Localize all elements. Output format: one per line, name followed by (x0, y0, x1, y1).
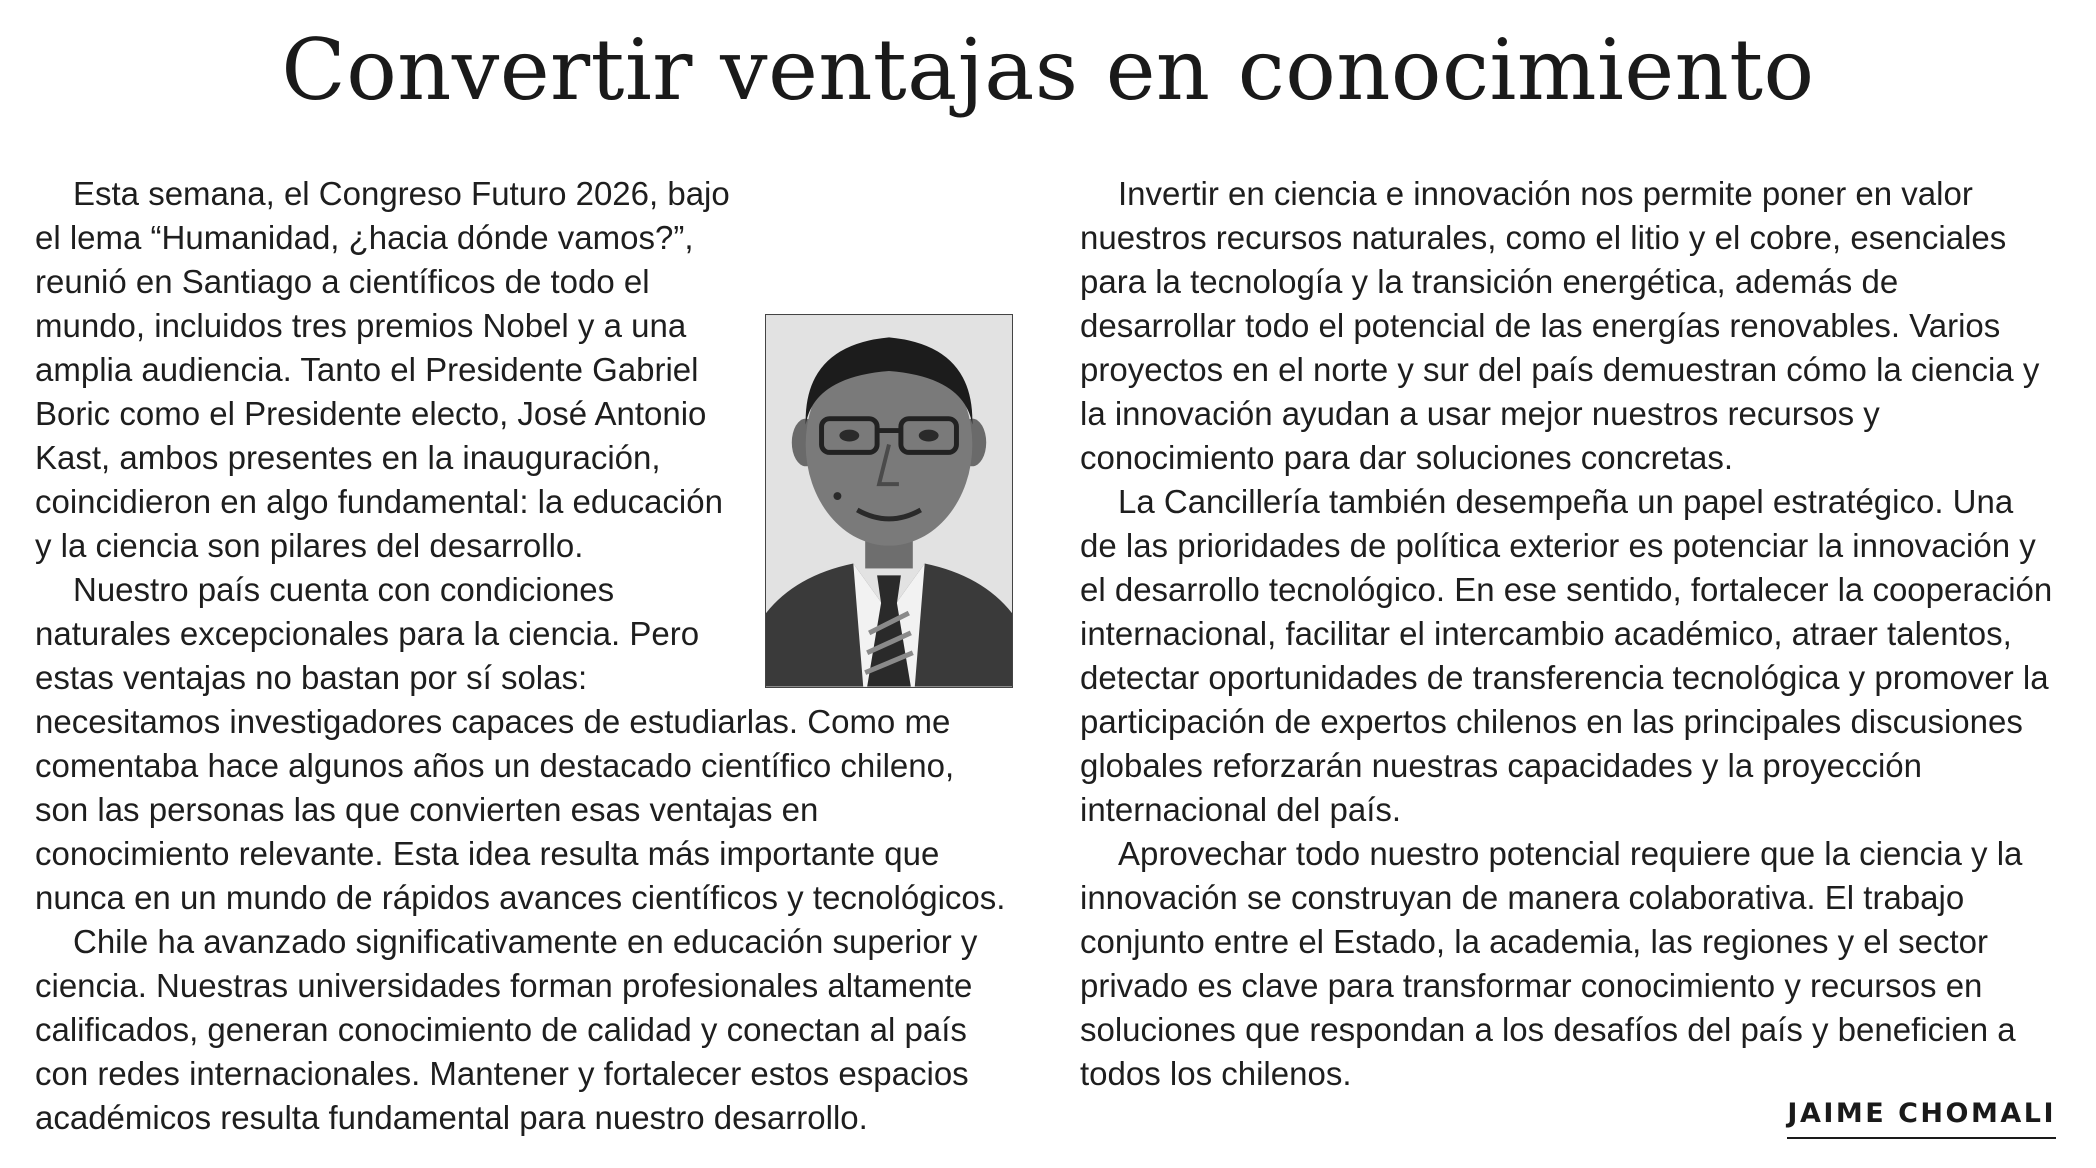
left-paragraph-2: Nuestro país cuenta con condiciones naturales excepcionales para la ciencia. Pero estas ventajas no bastan por sí solas: necesitamos investigadores capaces de estudiarlas. Como me comentaba hace algunos años un destacado científico chileno, son las personas las que convierten esas ventajas en conocimiento relevante. Esta idea resulta más importante que nunca en un mundo de rápidos avances científicos y tecnológicos. (35, 571, 1006, 916)
article-title: Convertir ventajas en conocimiento (281, 21, 1815, 119)
right-column (1080, 172, 2055, 1102)
right-paragraph-1: Invertir en ciencia e innovación nos permite poner en valor nuestros recursos naturales, como el litio y el cobre, esenciales para la tecnología y la transición energética, además de desarrollar todo el potencial de las energías renovables. Varios proyectos en el norte y sur del país demuestran cómo la ciencia y la innovación ayudan a usar mejor nuestros recursos y conocimiento para dar soluciones concretas. (1080, 175, 2040, 476)
left-paragraph-1: Esta semana, el Congreso Futuro 2026, bajo el lema “Humanidad, ¿hacia dónde vamos?”, reunió en Santiago a científicos de todo el mundo, incluidos tres premios Nobel y a una amplia audiencia. Tanto el Presidente Gabriel Boric como el Presidente electo, José Antonio Kast, ambos presentes en la inauguración, coincidieron en algo fundamental: la educación y la ciencia son pilares del desarrollo. (35, 175, 730, 564)
author-byline: JAIME CHOMALI (1787, 1097, 2056, 1139)
left-column (35, 172, 1013, 1136)
right-paragraph-3: Aprovechar todo nuestro potencial requiere que la ciencia y la innovación se construyan de manera colaborativa. El trabajo conjunto entre el Estado, la academia, las regiones y el sector privado es clave para transformar conocimiento y recursos en soluciones que respondan a los desafíos del país y beneficien a todos los chilenos. (1080, 835, 2023, 1092)
right-paragraph-2: La Cancillería también desempeña un papel estratégico. Una de las prioridades de política exterior es potenciar la innovación y el desarrollo tecnológico. En ese sentido, fortalecer la cooperación internacional, facilitar el intercambio académico, atraer talentos, detectar oportunidades de transferencia tecnológica y promover la participación de expertos chilenos en las principales discusiones globales reforzarán nuestras capacidades y la proyección internacional del país. (1080, 483, 2053, 828)
author-portrait-icon (765, 314, 1013, 688)
left-paragraph-3: Chile ha avanzado significativamente en educación superior y ciencia. Nuestras universidades forman profesionales altamente calificados, generan conocimiento de calidad y conectan al país con redes internacionales. Mantener y fortalecer estos espacios académicos resulta fundamental para nuestro desarrollo. (35, 923, 978, 1136)
